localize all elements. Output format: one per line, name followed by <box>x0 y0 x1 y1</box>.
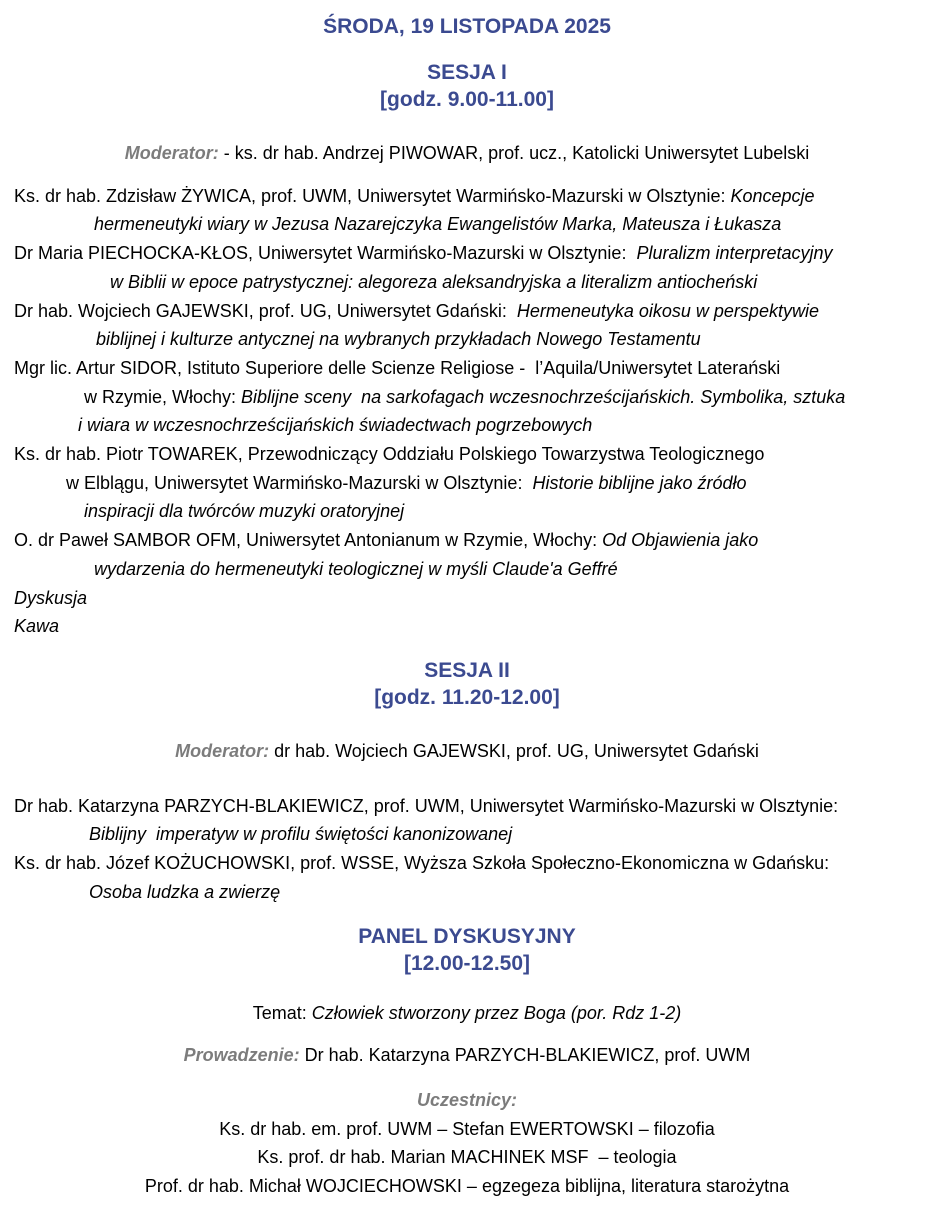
text-segment: [12.00-12.50] <box>403 952 531 976</box>
program-line <box>14 239 920 268</box>
panel-time <box>14 950 920 977</box>
session1-moderator <box>14 139 920 168</box>
program-continuation-line <box>14 411 920 440</box>
text-segment: Dr Maria PIECHOCKA-KŁOS, Uniwersytet Warmińsko-Mazurski w Olsztynie: <box>14 243 637 264</box>
text-segment: [godz. 9.00-11.00] <box>380 88 554 111</box>
panel-title <box>14 923 920 950</box>
coffee-line <box>14 612 920 641</box>
text-segment: w Rzymie, Włochy: <box>84 386 242 407</box>
program-continuation-line <box>14 383 920 412</box>
program-continuation-line <box>14 820 920 849</box>
text-segment: Dr hab. Katarzyna PARZYCH-BLAKIEWICZ, prof. UWM <box>299 1045 751 1066</box>
text-segment: SESJA I <box>427 61 507 84</box>
participant-line <box>14 1172 920 1201</box>
text-segment: ŚRODA, 19 LISTOPADA 2025 <box>323 15 611 38</box>
panel-chair <box>14 1041 920 1070</box>
program-continuation-line <box>14 878 920 907</box>
panel-topic <box>14 999 920 1028</box>
text-segment: Od Objawienia jako <box>602 530 759 551</box>
discussion-line <box>14 584 920 613</box>
text-segment: O. dr Paweł SAMBOR OFM, Uniwersytet Antonianum w Rzymie, Włochy: <box>14 530 603 551</box>
text-segment: i wiara w wczesnochrześcijańskich świadectwach pogrzebowych <box>78 415 593 436</box>
program-continuation-line <box>14 325 920 354</box>
program-line <box>14 182 920 211</box>
text-segment: PANEL DYSKUSYJNY <box>358 925 576 949</box>
text-segment: Ks. dr hab. em. prof. UWM – Stefan EWERTOWSKI – filozofia <box>219 1118 715 1139</box>
session2-title <box>14 657 920 684</box>
text-segment: - ks. dr hab. Andrzej PIWOWAR, prof. ucz., Katolicki Uniwersytet Lubelski <box>218 143 810 163</box>
text-segment: Dyskusja <box>14 587 88 608</box>
text-segment: wydarzenia do hermeneutyki teologicznej w myśli Claude'a Geffré <box>94 558 618 579</box>
text-segment: Prof. dr hab. Michał WOJCIECHOWSKI – egzegeza biblijna, literatura starożytna <box>144 1175 790 1196</box>
text-segment: SESJA II <box>424 658 510 682</box>
text-segment: Koncepcje <box>730 185 815 206</box>
text-segment: Pluralizm interpretacyjny <box>636 243 833 264</box>
program-continuation-line <box>14 555 920 584</box>
participant-line <box>14 1115 920 1144</box>
program-line <box>14 354 920 383</box>
participant-line <box>14 1143 920 1172</box>
section-label: Prowadzenie: <box>183 1045 300 1066</box>
session1-title <box>14 59 920 86</box>
text-segment: w Biblii w epoce patrystycznej: alegoreza aleksandryjska a literalizm antiocheński <box>110 271 758 292</box>
text-segment: Człowiek stworzony przez Boga (por. Rdz 1-2) <box>311 1003 682 1024</box>
program-line <box>14 297 920 326</box>
section-label: Uczestnicy: <box>416 1089 518 1110</box>
session2-moderator <box>14 737 920 766</box>
program-line <box>14 849 920 878</box>
text-segment: biblijnej i kulturze antycznej na wybranych przykładach Nowego Testamentu <box>96 329 701 350</box>
section-label: Moderator: <box>124 143 219 163</box>
text-segment: hermeneutyki wiary w Jezusa Nazarejczyka Ewangelistów Marka, Mateusza i Łukasza <box>94 214 782 235</box>
program-line <box>14 526 920 555</box>
text-segment: dr hab. Wojciech GAJEWSKI, prof. UG, Uniwersytet Gdański <box>269 740 759 761</box>
participants-heading <box>14 1086 920 1115</box>
text-segment: Ks. dr hab. Zdzisław ŻYWICA, prof. UWM, Uniwersytet Warmińsko-Mazurski w Olsztynie: <box>14 185 731 206</box>
program-line <box>14 792 920 821</box>
text-segment: Dr hab. Katarzyna PARZYCH-BLAKIEWICZ, prof. UWM, Uniwersytet Warmińsko-Mazurski w Olsztynie: <box>14 795 839 816</box>
text-segment: Ks. dr hab. Józef KOŻUCHOWSKI, prof. WSSE, Wyższa Szkoła Społeczno-Ekonomiczna w Gdańsku: <box>14 853 830 874</box>
text-segment: Temat: <box>252 1003 312 1024</box>
text-segment: Biblijny imperatyw w profilu świętości kanonizowanej <box>89 824 513 845</box>
program-continuation-line <box>14 210 920 239</box>
program-continuation-line <box>14 469 920 498</box>
text-segment: Dr hab. Wojciech GAJEWSKI, prof. UG, Uniwersytet Gdański: <box>14 300 517 321</box>
text-segment: Kawa <box>14 616 60 637</box>
text-segment: Biblijne sceny na sarkofagach wczesnochrześcijańskich. Symbolika, sztuka <box>241 386 846 407</box>
program-continuation-line <box>14 268 920 297</box>
text-segment: Osoba ludzka a zwierzę <box>89 881 281 902</box>
text-segment: [godz. 11.20-12.00] <box>374 685 560 709</box>
program-line <box>14 440 920 469</box>
text-segment: Hermeneutyka oikosu w perspektywie <box>516 300 819 321</box>
text-segment: inspiracji dla twórców muzyki oratoryjnej <box>84 501 405 522</box>
date-title <box>14 13 920 40</box>
text-segment: Ks. prof. dr hab. Marian MACHINEK MSF – teologia <box>257 1147 677 1168</box>
text-segment: w Elblągu, Uniwersytet Warmińsko-Mazurski w Olsztynie: <box>66 472 533 493</box>
session2-time <box>14 684 920 711</box>
program-continuation-line <box>14 497 920 526</box>
text-segment: Ks. dr hab. Piotr TOWAREK, Przewodniczący Oddziału Polskiego Towarzystwa Teologicznego <box>14 444 765 465</box>
text-segment: Mgr lic. Artur SIDOR, Istituto Superiore delle Scienze Religiose - l’Aquila/Uniwersytet Laterański <box>14 357 781 378</box>
session1-time <box>14 86 920 113</box>
text-segment: Historie biblijne jako źródło <box>532 472 747 493</box>
section-label: Moderator: <box>175 740 270 761</box>
